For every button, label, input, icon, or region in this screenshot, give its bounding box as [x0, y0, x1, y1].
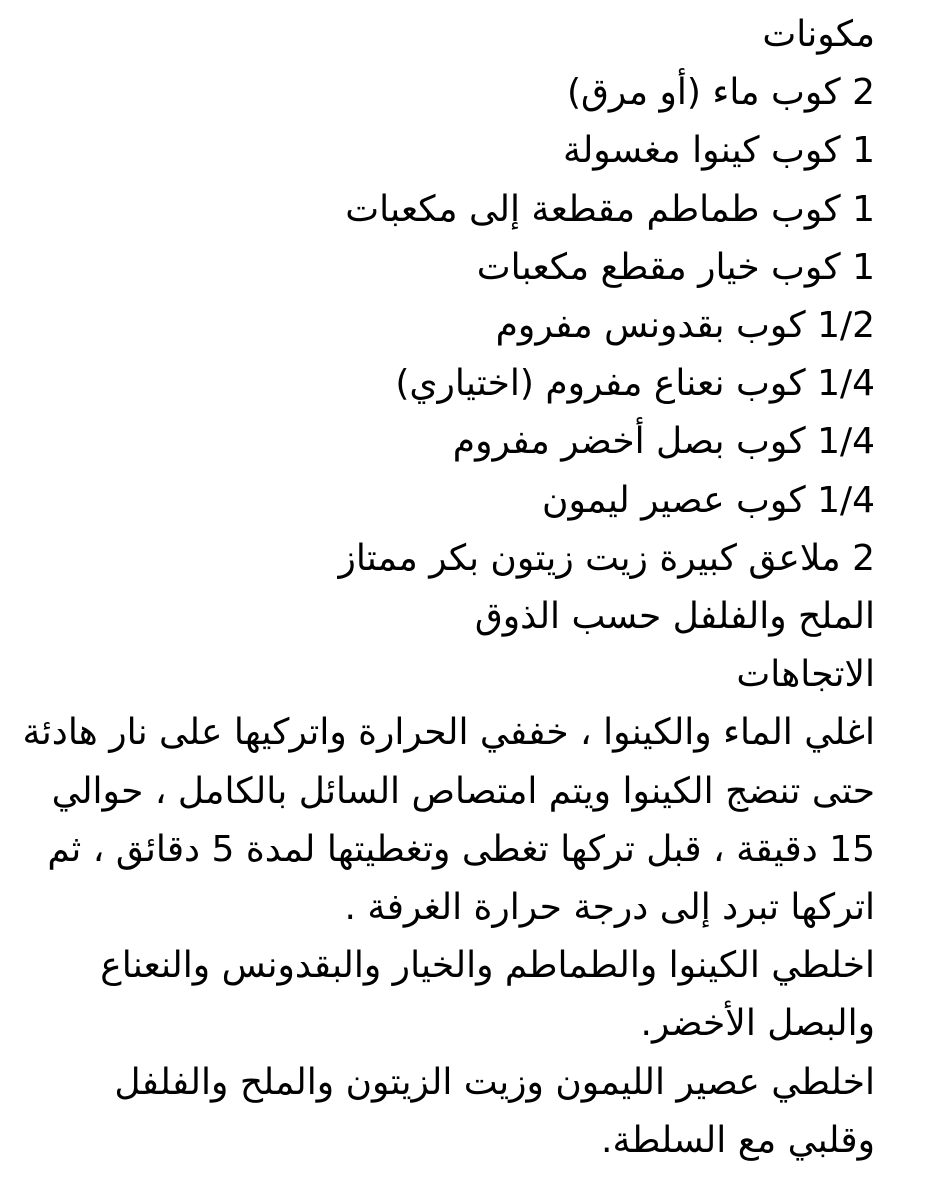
direction-line: حتى تنضج الكينوا ويتم امتصاص السائل بالكامل ، حوالي: [51, 770, 875, 812]
ingredient-line: 1 كوب كينوا مغسولة: [563, 130, 875, 172]
ingredient-line: 2 كوب ماء (أو مرق): [566, 72, 875, 114]
direction-line: والبصل الأخضر.: [640, 1003, 875, 1045]
direction-line: اخلطي عصير الليمون وزيت الزيتون والملح والفلفل: [114, 1061, 875, 1103]
ingredient-line: 1/4 كوب عصير ليمون: [542, 479, 875, 521]
direction-line: 15 دقيقة ، قبل تركها تغطى وتغطيتها لمدة 5 دقائق ، ثم: [47, 828, 875, 870]
direction-line: اتركها تبرد إلى درجة حرارة الغرفة .: [344, 887, 875, 929]
direction-line: اخلطي الكينوا والطماطم والخيار والبقدونس والنعناع: [100, 945, 875, 987]
ingredient-line: 2 ملاعق كبيرة زيت زيتون بكر ممتاز: [338, 537, 875, 579]
recipe-text: [5, 6, 875, 1170]
direction-line: وقلبي مع السلطة.: [601, 1119, 875, 1161]
directions-heading: الاتجاهات: [736, 654, 875, 696]
ingredient-line: 1 كوب خيار مقطع مكعبات: [476, 246, 875, 288]
ingredients-heading: مكونات: [762, 14, 875, 55]
ingredient-line: 1/4 كوب بصل أخضر مفروم: [452, 421, 875, 463]
direction-line: اغلي الماء والكينوا ، خففي الحرارة واتركيها على نار هادئة: [22, 712, 875, 754]
ingredient-line: الملح والفلفل حسب الذوق: [474, 596, 875, 638]
ingredient-line: 1/2 كوب بقدونس مفروم: [495, 305, 875, 347]
ingredient-line: 1 كوب طماطم مقطعة إلى مكعبات: [345, 188, 875, 230]
ingredient-line: 1/4 كوب نعناع مفروم (اختياري): [395, 363, 875, 405]
